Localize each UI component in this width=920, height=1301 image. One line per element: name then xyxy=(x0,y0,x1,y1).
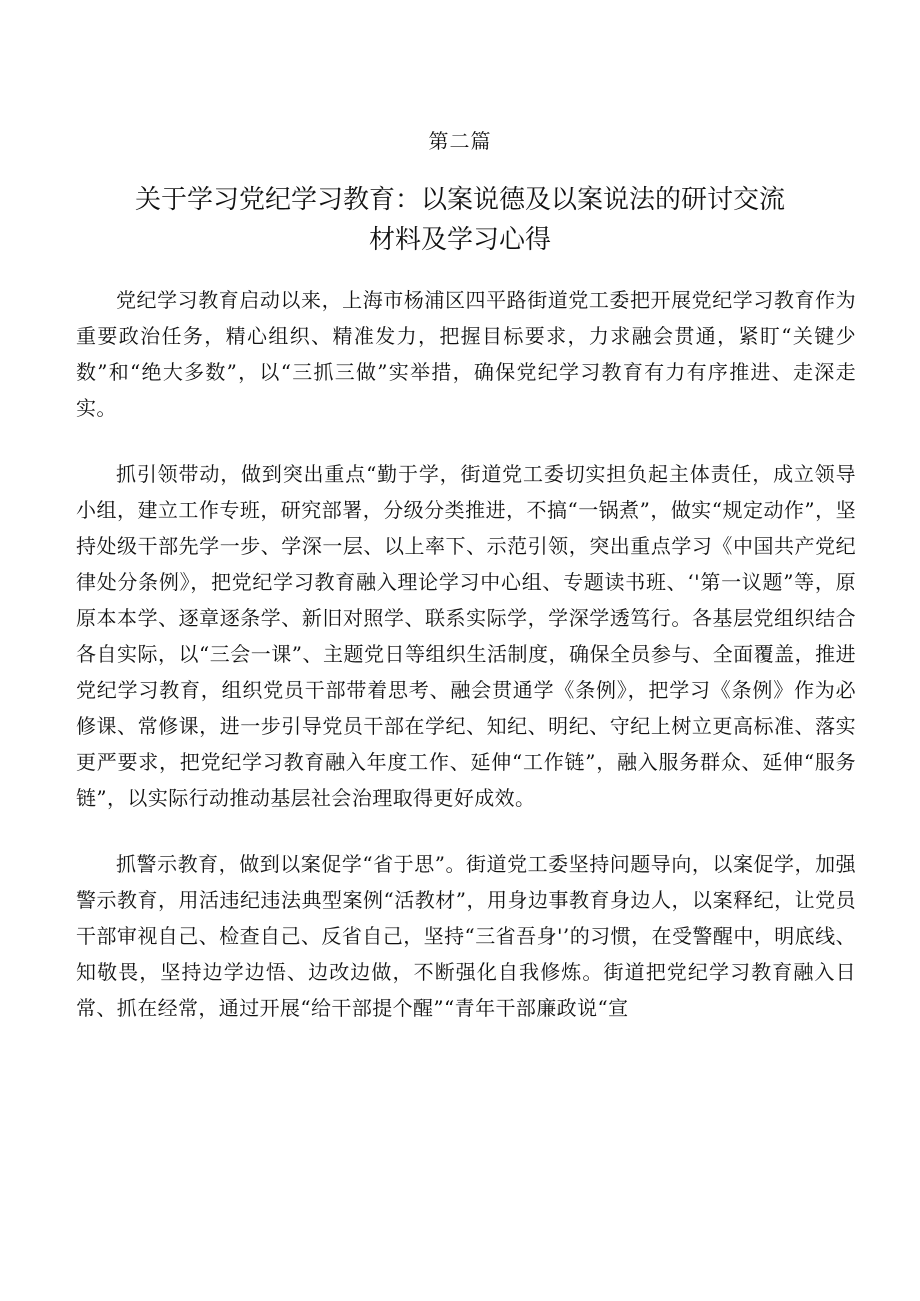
paragraph-leadership: 抓引领带动，做到突出重点“勤于学，街道党工委切实担负起主体责任，成立领导小组，建立工作专班，研究部署，分级分类推进，不搞“一锅煮”，做实“规定动作”，坚持处级干部先学一步、学深一层、以上率下、示范引领，突出重点学习《中国共产党纪律处分条例》，把党纪学习教育融入理论学习中心组、专题读书班、‘'第一议题”等，原原本本学、逐章逐条学、新旧对照学、联系实际学，学深学透笃行。各基层党组织结合各自实际，以“三会一课”、主题党日等组织生活制度，确保全员参与、全面覆盖，推进党纪学习教育，组织党员干部带着思考、融会贯通学《条例》，把学习《条例》作为必修课、常修课，进一步引导党员干部在学纪、知纪、明纪、守纪上树立更高标准、落实更严要求，把党纪学习教育融入年度工作、延伸“工作链”，融入服务群众、延伸“服务链”，以实际行动推动基层社会治理取得更好成效。 xyxy=(76,462,856,810)
section-label: 第二篇 xyxy=(428,129,492,153)
paragraph-intro: 党纪学习教育启动以来，上海市杨浦区四平路街道党工委把开展党纪学习教育作为重要政治任务，精心组织、精准发力，把握目标要求，力求融会贯通，紧盯“关键少数”和“绝大多数”，以“三抓三做”实举措，确保党纪学习教育有力有序推进、走深走实。 xyxy=(76,288,856,420)
title-line-1: 关于学习党纪学习教育：以案说德及以案说法的研讨交流 xyxy=(134,185,785,215)
document-body xyxy=(76,282,856,1056)
document-title xyxy=(120,180,800,260)
paragraph-warning-education: 抓警示教育，做到以案促学“省于思”。街道党工委坚持问题导向，以案促学，加强警示教育，用活违纪违法典型案例“活教材”，用身边事教育身边人，以案释纪，让党员干部审视自己、检查自己、反省自己，坚持“三省吾身'’的习惯，在受警醒中，明底线、知敬畏，坚持边学边悟、边改边做，不断强化自我修炼。街道把党纪学习教育融入日常、抓在经常，通过开展“给干部提个醒”“青年干部廉政说“宣 xyxy=(76,852,856,1020)
title-line-2: 材料及学习心得 xyxy=(368,225,551,255)
